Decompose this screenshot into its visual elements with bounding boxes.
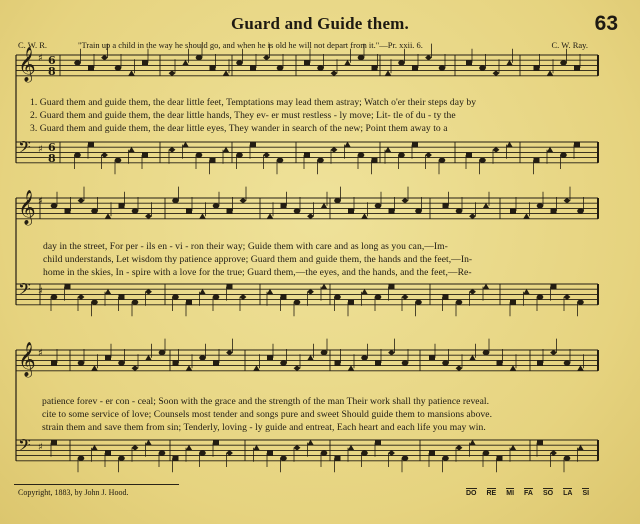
solfa-la: LA [563,490,573,497]
key-signature-sharp: ♯ [38,144,43,155]
note-head [294,300,301,305]
treble-clef: 𝄞 [18,342,36,377]
note-head [372,65,378,70]
note-head [537,294,544,299]
note-head [358,55,365,60]
note-head [564,360,571,365]
note-head [277,65,284,70]
note-head [280,360,287,365]
note-head [497,360,503,365]
note-head [196,55,203,60]
note-head [186,208,192,213]
note-head [132,208,139,213]
verse-2-line-1: 2. Guard them and guide them, the dear little hands, They ev- er must restless - ly move; Lit- tle of du - ty the [30,110,456,121]
note-head [425,55,432,61]
note-head [307,213,314,219]
key-signature-sharp: ♯ [38,442,43,453]
treble-clef: 𝄞 [18,190,36,225]
note-head [236,60,243,65]
note-head [550,350,557,356]
note-head [537,440,543,445]
note-head [415,208,422,213]
note-head [574,142,580,147]
note-head [119,294,125,299]
note-head [317,65,324,70]
note-head [334,294,341,299]
note-head [348,208,354,213]
note-head [91,300,98,305]
note-head [65,208,71,213]
note-head [372,158,378,163]
note-head [335,456,341,461]
note-head [142,60,148,65]
note-head [213,203,220,208]
solfa-fa: FA [524,490,533,497]
note-head [65,284,71,289]
time-signature-top: 6 [48,141,56,154]
note-head [145,213,152,219]
note-head [443,294,449,299]
note-head [51,203,58,208]
note-head [227,284,233,289]
note-head [412,142,418,147]
note-head [442,456,449,461]
note-head [388,350,395,356]
key-signature-sharp: ♯ [38,348,43,359]
note-head [479,65,486,70]
note-head [456,208,463,213]
note-head [186,300,192,305]
note-head [78,294,85,300]
note-head [331,70,338,76]
note-head [429,355,435,360]
note-head [493,70,500,76]
note-head [560,60,567,65]
note-head [388,450,395,456]
note-head [439,158,446,163]
note-head [132,365,139,371]
solfa-mi: MI [506,490,515,497]
note-head [304,60,310,65]
note-head [402,198,409,204]
note-head [551,284,557,289]
note-head [456,300,463,305]
note-head [105,355,111,360]
verse-3-line-1: 3. Guard them and guide them, the dear little eyes, They wander in search of the new; Point them away to a [30,123,448,134]
note-head [331,147,338,153]
note-head [550,450,557,456]
note-head [574,65,580,70]
note-head [537,360,543,365]
note-head [466,152,472,157]
key-signature-sharp: ♯ [38,196,43,207]
page-number: 63 [594,12,618,35]
hymn-title: Guard and Guide them. [230,14,409,33]
scripture-epigraph: "Train up a child in the way he should go, and when he is old he will not depart from it."—Pr. xxii. 6. [78,40,423,50]
note-head [78,456,85,461]
note-head [375,294,382,299]
note-head [213,440,219,445]
note-head [577,300,584,305]
note-head [304,152,310,157]
note-head [294,365,301,371]
note-head [281,294,287,299]
note-head [226,350,233,356]
note-head [483,450,490,455]
verse-3-line-2: home in the skies, In - spire with a love for the true; Guard them,—the eyes, and the hands, and the feet,—Re- [43,267,472,278]
bass-clef: 𝄢 [18,137,31,161]
note-head [101,55,108,61]
note-head [510,300,516,305]
note-head [159,350,166,355]
solfa-syllables [466,488,589,497]
note-head [398,60,405,65]
note-head [389,284,395,289]
note-head [483,350,490,355]
note-head [510,208,516,213]
note-head [74,60,81,65]
note-head [497,456,503,461]
composer-credit: C. W. Ray. [551,40,588,50]
note-head [88,65,94,70]
note-head [534,158,540,163]
time-signature-bottom: 8 [48,152,56,165]
note-head [51,440,57,445]
note-head [132,445,139,451]
treble-clef: 𝄞 [18,47,36,82]
note-head [375,440,381,445]
time-signature-bottom: 8 [48,65,56,78]
note-head [118,456,125,461]
note-head [169,70,176,76]
note-head [412,65,418,70]
note-head [493,147,500,153]
note-head [210,65,216,70]
lyricist-credit: C. W. R. [18,40,48,50]
note-head [132,300,139,305]
note-head [442,360,449,365]
note-head [335,360,341,365]
note-head [466,60,472,65]
note-head [196,152,203,157]
note-head [469,289,476,295]
note-head [173,360,179,365]
note-head [172,198,179,203]
note-head [115,158,122,163]
note-head [551,208,557,213]
note-head [210,158,216,163]
note-head [236,152,243,157]
note-head [213,360,219,365]
note-head [169,147,176,153]
note-head [172,294,179,299]
note-head [294,445,301,451]
note-head [358,152,365,157]
note-head [294,208,301,213]
note-head [361,450,368,455]
note-head [51,360,57,365]
note-head [267,355,273,360]
note-head [402,456,409,461]
note-head [375,203,382,208]
note-head [334,198,341,203]
note-head [51,294,58,299]
note-head [564,294,571,300]
note-head [564,456,571,461]
note-head [118,360,125,365]
note-head [348,300,354,305]
note-head [267,450,273,455]
note-head [142,152,148,157]
note-head [240,294,247,300]
note-head [456,445,463,451]
copyright-notice: Copyright, 1883, by John J. Hood. [18,488,129,497]
note-head [78,198,85,204]
note-head [250,142,256,147]
note-head [105,450,111,455]
note-head [429,450,435,455]
note-head [321,450,328,455]
solfa-re: RE [486,490,497,497]
note-head [425,152,432,158]
verse-1-line-1: 1. Guard them and guide them, the dear little feet, Temptations may lead them astray; Watch o'er their steps day by [30,97,477,108]
note-head [227,208,233,213]
note-head [317,158,324,163]
key-signature-sharp: ♯ [38,53,43,64]
note-head [240,198,247,204]
solfa-so: SO [542,490,554,497]
bass-clef: 𝄢 [18,435,31,459]
note-head [91,208,98,213]
bass-clef: 𝄢 [18,279,31,303]
verse-3-line-3: strain them and save them from sin; Tenderly, loving - ly guide and entreat, Each heart and each life you may win. [42,422,486,433]
note-head [277,158,284,163]
note-head [88,142,94,147]
note-head [560,152,567,157]
note-head [74,152,81,157]
verse-1-line-3: patience forev - er con - ceal; Soon with the grace and the strength of the man Their work shall thy patience reveal. [42,396,490,407]
verse-2-line-2: child understands, Let wisdom thy patience approve; Guard them and guide them, the hands and the feet,—In- [43,254,473,265]
note-head [439,65,446,70]
note-head [537,203,544,208]
note-head [469,213,476,219]
note-head [361,355,368,360]
time-signature-top: 6 [48,54,56,67]
solfa-do: DO [466,490,477,497]
note-head [564,198,571,204]
note-head [263,55,270,61]
note-head [375,360,381,365]
verse-2-line-3: cite to some service of love; Counsels most tender and songs pure and sweet Should guide them to mansions above. [42,409,493,420]
note-head [78,360,85,365]
note-head [534,65,540,70]
note-head [443,203,449,208]
note-head [402,360,409,365]
note-head [145,289,152,295]
note-head [250,65,256,70]
note-head [226,450,233,456]
note-head [577,208,584,213]
note-head [402,294,409,300]
solfa-si: SI [582,490,590,497]
note-head [479,158,486,163]
note-head [321,350,328,355]
footer-rule [14,484,179,485]
note-head [280,456,287,461]
note-head [389,208,395,213]
note-head [159,450,166,455]
note-head [213,294,220,299]
note-head [456,365,463,371]
verse-1-line-2: day in the street, For per - ils en - vi - ron their way; Guide them with care and as long as you can,—Im- [43,241,448,252]
note-head [263,152,270,158]
note-head [199,450,206,455]
note-head [199,355,206,360]
note-head [173,456,179,461]
note-head [281,203,287,208]
key-signature-sharp: ♯ [38,286,43,297]
note-head [101,152,108,158]
note-head [307,289,314,295]
note-head [398,152,405,157]
note-head [115,65,122,70]
note-head [415,300,422,305]
note-head [119,203,125,208]
